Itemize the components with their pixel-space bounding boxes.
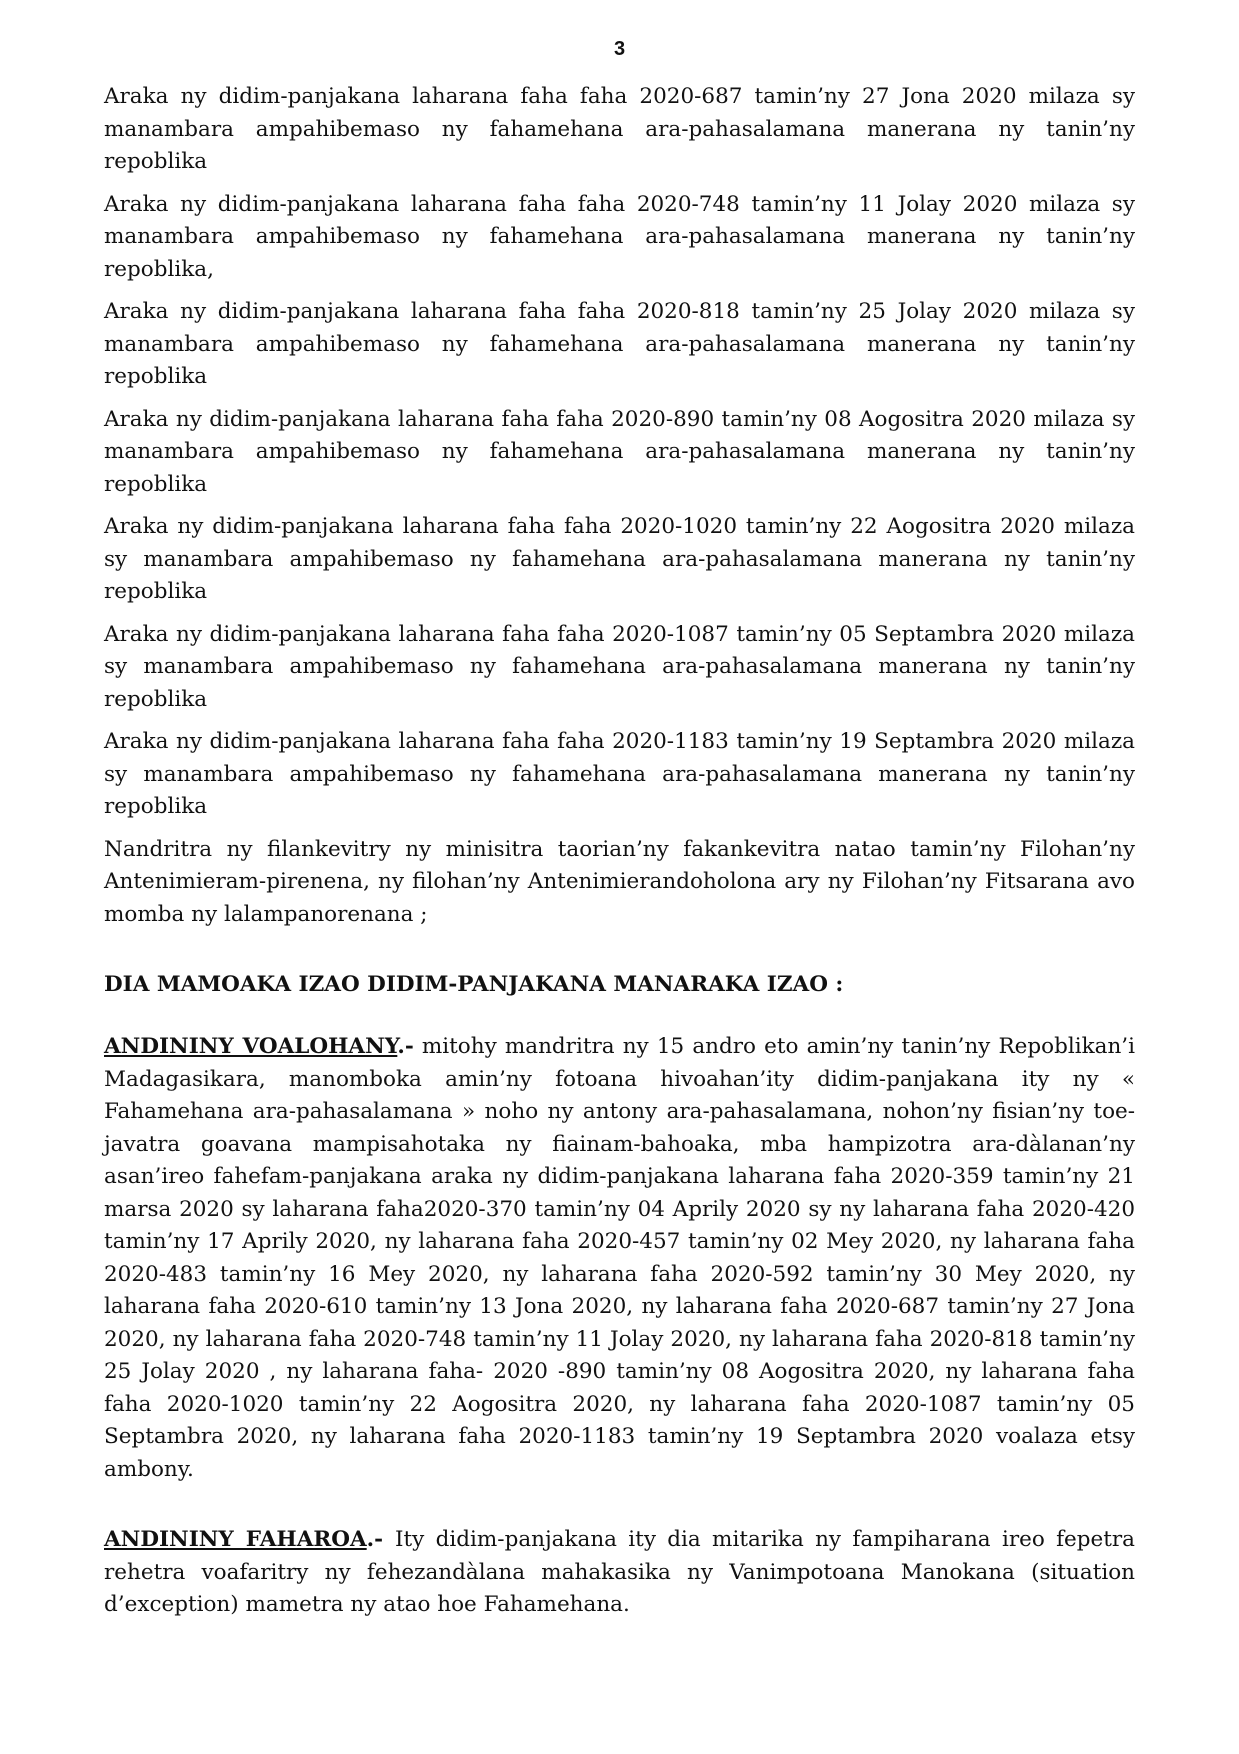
article-2: [104, 1524, 1135, 1622]
article-2-separator: .-: [366, 1527, 396, 1552]
article-1-heading: ANDININY VOALOHANY: [104, 1034, 398, 1059]
article-2-text: Ity didim-panjakana ity dia mitarika ny fampiharana ireo fepetra rehetra voafaritry ny fehezandàlana mahakasika ny Vanimpotoana Manokana (situation d’exception) mametra ny atao hoe Fahamehana.: [104, 1527, 1135, 1617]
consideration-paragraph-3: Araka ny didim-panjakana laharana faha faha 2020-818 tamin’ny 25 Jolay 2020 milaza sy manambara ampahibemaso ny fahamehana ara-pahasalamana manerana ny tanin’ny repoblika: [104, 299, 1135, 389]
article-1: [104, 1031, 1135, 1486]
consideration-paragraph-1: Araka ny didim-panjakana laharana faha faha 2020-687 tamin’ny 27 Jona 2020 milaza sy manambara ampahibemaso ny fahamehana ara-pahasalamana manerana ny tanin’ny repoblika: [104, 84, 1135, 174]
consideration-paragraph-7: Araka ny didim-panjakana laharana faha faha 2020-1183 tamin’ny 19 Septambra 2020 milaza sy manambara ampahibemaso ny fahamehana ara-pahasalamana manerana ny tanin’ny repoblika: [104, 729, 1135, 819]
section-spacer: [104, 941, 1135, 969]
consideration-paragraph-2: Araka ny didim-panjakana laharana faha faha 2020-748 tamin’ny 11 Jolay 2020 milaza sy manambara ampahibemaso ny fahamehana ara-pahasalamana manerana ny tanin’ny repoblika,: [104, 191, 1135, 282]
article-spacer: [104, 1496, 1135, 1524]
consideration-paragraph-6: Araka ny didim-panjakana laharana faha faha 2020-1087 tamin’ny 05 Septambra 2020 milaza sy manambara ampahibemaso ny fahamehana ara-pahasalamana manerana ny tanin’ny repoblika: [104, 621, 1135, 712]
decree-heading: DIA MAMOAKA IZAO DIDIM-PANJAKANA MANARAKA IZAO :: [104, 972, 844, 997]
article-1-text: mitohy mandritra ny 15 andro eto amin’ny tanin’ny Repoblikan’i Madagasikara, manomboka amin’ny fotoana hivoahan’ity didim-panjakana ity ny « Fahamehana ara-pahasalamana » noho ny antony ara-pahasalamana, nohon’ny fisian’ny toe-javatra goavana mampisahotaka ny fiainam-bahoaka, mba hampizotra ara-dàlanan’ny asan’ireo fahefam-panjakana araka ny didim-panjakana laharana faha 2020-359 tamin’ny 21 marsa 2020 sy laharana faha2020-370 tamin’ny 04 Aprily 2020 sy ny laharana faha 2020-420 tamin’ny 17 Aprily 2020, ny laharana faha 2020-457 tamin’ny 02 Mey 2020, ny laharana faha 2020-483 tamin’ny 16 Mey 2020, ny laharana faha 2020-592 tamin’ny 30 Mey 2020, ny laharana faha 2020-610 tamin’ny 13 Jona 2020, ny laharana faha 2020-687 tamin’ny 27 Jona 2020, ny laharana faha 2020-748 tamin’ny 11 Jolay 2020, ny laharana faha 2020-818 tamin’ny 25 Jolay 2020 , ny laharana faha- 2020 -890 tamin’ny 08 Aogositra 2020, ny laharana faha faha 2020-1020 tamin’ny 22 Aogositra 2020, ny laharana faha 2020-1087 tamin’ny 05 Septambra 2020, ny laharana faha 2020-1183 tamin’ny 19 Septambra 2020 voalaza etsy ambony.: [104, 1034, 1136, 1482]
consideration-paragraph-council: Nandritra ny filankevitry ny minisitra taorian’ny fakankevitra natao tamin’ny Filohan’ny Antenimieram-pirenena, ny filohan’ny Antenimierandoholona ary ny Filohan’ny Fitsarana avo momba ny lalampanorenana ;: [104, 836, 1135, 927]
article-1-separator: .-: [397, 1034, 414, 1059]
article-2-heading: ANDININY FAHAROA: [104, 1527, 367, 1552]
consideration-paragraph-5: Araka ny didim-panjakana laharana faha faha 2020-1020 tamin’ny 22 Aogositra 2020 milaza sy manambara ampahibemaso ny fahamehana ara-pahasalamana manerana ny tanin’ny repoblika: [104, 514, 1135, 604]
page-number: 3: [613, 38, 626, 60]
consideration-paragraph-4: Araka ny didim-panjakana laharana faha faha 2020-890 tamin’ny 08 Aogositra 2020 milaza sy manambara ampahibemaso ny fahamehana ara-pahasalamana manerana ny tanin’ny repoblika: [104, 406, 1135, 497]
